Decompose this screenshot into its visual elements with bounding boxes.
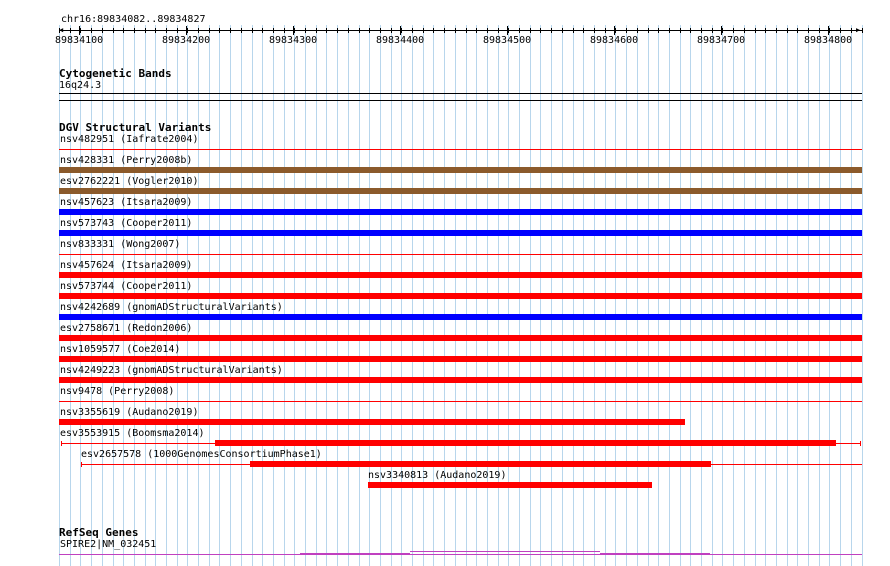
ruler-minor-tick: [487, 28, 488, 33]
cytoband-line[interactable]: [59, 93, 862, 94]
gene-feature-segment: [600, 553, 710, 554]
ruler-minor-tick: [819, 28, 820, 33]
ruler-minor-tick: [455, 28, 456, 33]
ruler-minor-tick: [412, 28, 413, 33]
ruler-minor-tick: [219, 28, 220, 33]
dgv-track-title[interactable]: DGV Structural Variants: [59, 121, 212, 134]
ruler-minor-tick: [294, 28, 295, 33]
variant-feature[interactable]: [59, 272, 862, 278]
ruler-minor-tick: [209, 28, 210, 33]
ruler-right-arrow-icon: ▶: [856, 26, 861, 34]
ruler-tick-label: 89834200: [162, 35, 211, 46]
position-label: chr16:89834082..89834827: [61, 14, 206, 25]
ruler-minor-tick: [123, 28, 124, 33]
gene-label: SPIRE2|NM_032451: [60, 539, 157, 550]
variant-end-tick: [61, 441, 62, 446]
ruler-minor-tick: [765, 28, 766, 33]
ruler-minor-tick: [102, 28, 103, 33]
ruler-minor-tick: [573, 28, 574, 33]
ruler-minor-tick: [669, 28, 670, 33]
ruler-minor-tick: [134, 28, 135, 33]
ruler-minor-tick: [787, 28, 788, 33]
cytoband-track-title[interactable]: Cytogenetic Bands: [59, 67, 172, 80]
ruler-minor-tick: [540, 28, 541, 33]
variant-label: nsv457624 (Itsara2009): [60, 260, 193, 271]
ruler-minor-tick: [198, 28, 199, 33]
ruler-minor-tick: [241, 28, 242, 33]
ruler-minor-tick: [155, 28, 156, 33]
ruler-minor-tick: [91, 28, 92, 33]
ruler-minor-tick: [690, 28, 691, 33]
variant-label: nsv3340813 (Audano2019): [368, 470, 507, 481]
ruler-minor-tick: [519, 28, 520, 33]
ruler-tick-label: 89834500: [483, 35, 532, 46]
ruler-minor-tick: [380, 28, 381, 33]
variant-label: nsv9478 (Perry2008): [60, 386, 175, 397]
ruler-minor-tick: [840, 28, 841, 33]
ruler-minor-tick: [80, 28, 81, 33]
variant-label: nsv4249223 (gnomADStructuralVariants): [60, 365, 283, 376]
ruler-minor-tick: [551, 28, 552, 33]
ruler-minor-tick: [326, 28, 327, 33]
variant-end-tick: [81, 462, 82, 467]
ruler-minor-tick: [594, 28, 595, 33]
ruler-minor-tick: [808, 28, 809, 33]
ruler-left-arrow-icon: ◀: [59, 26, 64, 34]
variant-feature[interactable]: [59, 167, 862, 173]
gene-feature-segment: [300, 553, 410, 554]
ruler-minor-tick: [401, 28, 402, 33]
ruler-minor-tick: [648, 28, 649, 33]
ruler-tick-label: 89834400: [376, 35, 425, 46]
gene-feature[interactable]: [59, 554, 862, 555]
ruler-minor-tick: [70, 28, 71, 33]
variant-feature[interactable]: [59, 335, 862, 341]
ruler-minor-tick: [359, 28, 360, 33]
ruler-minor-tick: [187, 28, 188, 33]
variant-label: nsv573743 (Cooper2011): [60, 218, 193, 229]
ruler-minor-tick: [637, 28, 638, 33]
ruler-minor-tick: [166, 28, 167, 33]
ruler-minor-tick: [712, 28, 713, 33]
ruler-minor-tick: [797, 28, 798, 33]
variant-feature[interactable]: [59, 401, 862, 402]
refseq-track-title[interactable]: RefSeq Genes: [59, 526, 139, 539]
ruler-tick-label: 89834800: [804, 35, 853, 46]
ruler-minor-tick: [476, 28, 477, 33]
ruler-minor-tick: [605, 28, 606, 33]
ruler-minor-tick: [680, 28, 681, 33]
ruler-minor-tick: [305, 28, 306, 33]
ruler-minor-tick: [262, 28, 263, 33]
variant-feature[interactable]: [59, 377, 862, 383]
variant-feature[interactable]: [59, 188, 862, 194]
ruler-minor-tick: [252, 28, 253, 33]
variant-label: nsv1059577 (Coe2014): [60, 344, 181, 355]
variant-feature[interactable]: [59, 149, 862, 150]
gene-feature-segment: [410, 551, 600, 552]
ruler-minor-tick: [744, 28, 745, 33]
ruler-minor-tick: [508, 28, 509, 33]
variant-feature[interactable]: [59, 254, 862, 255]
grid-line: [862, 25, 863, 566]
ruler-tick-label: 89834300: [269, 35, 318, 46]
variant-feature[interactable]: [59, 419, 685, 425]
ruler-minor-tick: [498, 28, 499, 33]
variant-feature[interactable]: [59, 230, 862, 236]
ruler-minor-tick: [177, 28, 178, 33]
ruler-tick-label: 89834600: [590, 35, 639, 46]
variant-label: nsv833331 (Wong2007): [60, 239, 181, 250]
ruler-minor-tick: [230, 28, 231, 33]
ruler-minor-tick: [466, 28, 467, 33]
variant-label: esv2657578 (1000GenomesConsortiumPhase1): [81, 449, 322, 460]
ruler-minor-tick: [433, 28, 434, 33]
ruler-tick-label: 89834700: [697, 35, 746, 46]
variant-label: nsv457623 (Itsara2009): [60, 197, 193, 208]
ruler-minor-tick: [113, 28, 114, 33]
variant-label: esv2758671 (Redon2006): [60, 323, 193, 334]
ruler-minor-tick: [348, 28, 349, 33]
ruler-minor-tick: [862, 28, 863, 33]
variant-feature[interactable]: [250, 461, 711, 467]
ruler-minor-tick: [701, 28, 702, 33]
ruler-minor-tick: [145, 28, 146, 33]
variant-end-tick: [860, 441, 861, 446]
variant-feature[interactable]: [59, 293, 862, 299]
ruler-minor-tick: [284, 28, 285, 33]
ruler-minor-tick: [444, 28, 445, 33]
ruler-minor-tick: [626, 28, 627, 33]
ruler-minor-tick: [829, 28, 830, 33]
ruler-minor-tick: [658, 28, 659, 33]
variant-feature[interactable]: [59, 314, 862, 320]
ruler-minor-tick: [391, 28, 392, 33]
variant-label: nsv573744 (Cooper2011): [60, 281, 193, 292]
variant-label: nsv482951 (Iafrate2004): [60, 134, 199, 145]
ruler-minor-tick: [423, 28, 424, 33]
variant-feature[interactable]: [59, 209, 862, 215]
ruler-minor-tick: [733, 28, 734, 33]
ruler-tick-label: 89834100: [55, 35, 104, 46]
ruler-minor-tick: [851, 28, 852, 33]
ruler-minor-tick: [755, 28, 756, 33]
ruler-minor-tick: [722, 28, 723, 33]
ruler-minor-tick: [316, 28, 317, 33]
variant-label: nsv4242689 (gnomADStructuralVariants): [60, 302, 283, 313]
ruler-minor-tick: [530, 28, 531, 33]
variant-label: esv2762221 (Vogler2010): [60, 176, 199, 187]
ruler-line: [59, 30, 862, 31]
ruler-minor-tick: [562, 28, 563, 33]
track-divider: [59, 100, 862, 101]
variant-label: nsv428331 (Perry2008b): [60, 155, 193, 166]
ruler-minor-tick: [615, 28, 616, 33]
variant-label: nsv3355619 (Audano2019): [60, 407, 199, 418]
ruler-minor-tick: [776, 28, 777, 33]
ruler-minor-tick: [583, 28, 584, 33]
variant-feature[interactable]: [368, 482, 652, 488]
variant-feature[interactable]: [59, 356, 862, 362]
variant-feature[interactable]: [215, 440, 836, 446]
cytoband-label: 16q24.3: [59, 80, 102, 91]
variant-label: esv3553915 (Boomsma2014): [60, 428, 205, 439]
ruler-minor-tick: [273, 28, 274, 33]
ruler-minor-tick: [337, 28, 338, 33]
ruler-minor-tick: [369, 28, 370, 33]
